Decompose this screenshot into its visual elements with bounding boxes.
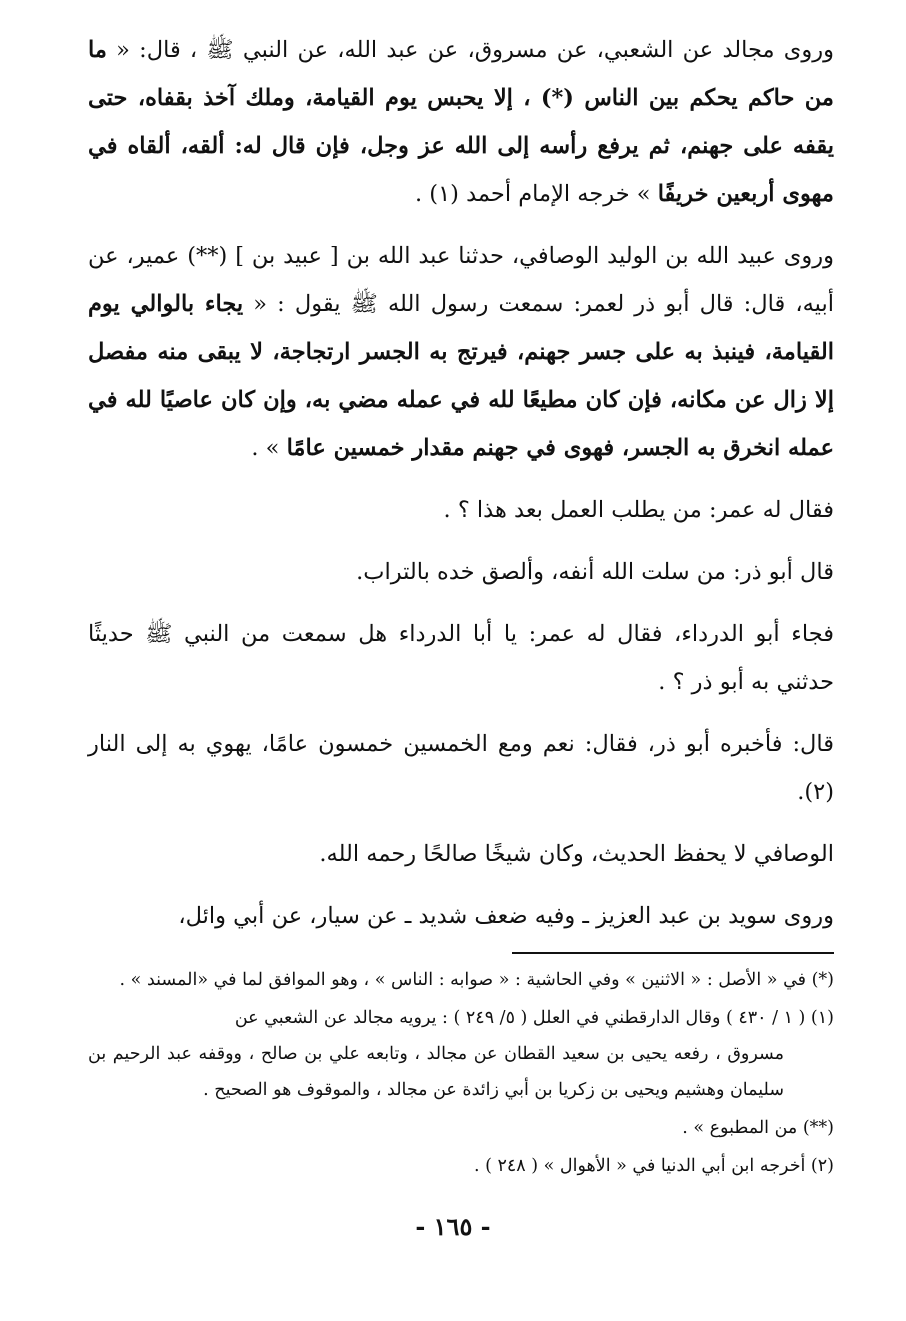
paragraph-wassafi-grading: الوصافي لا يحفظ الحديث، وكان شيخًا صالحًا رحمه الله. — [319, 841, 834, 867]
paragraph-intro: وروى عبيد الله بن الوليد الوصافي، حدثنا عبد الله بن [ عبيد بن ] (**) عمير، عن أبيه، قال: قال أبو ذر لعمر: سمعت رسول الله ﷺ يقول : « — [88, 243, 834, 317]
page-number: - ١٦٥ - — [415, 1212, 491, 1241]
paragraph-mujalid — [88, 26, 834, 218]
paragraph-outro: » . — [251, 435, 280, 461]
footnote-1-head: (١) ( ١ / ٤٣٠ ) وقال الدارقطني في العلل ( ٥/ ٢٤٩ ) : يرويه مجالد عن الشعبي عن — [234, 1008, 834, 1028]
footnote-2: (٢) أخرجه ابن أبي الدنيا في « الأهوال » ( ٢٤٨ ) . — [473, 1156, 834, 1176]
paragraph-wassafi — [88, 232, 834, 472]
paragraph-umar-question: فقال له عمر: من يطلب العمل بعد هذا ؟ . — [443, 497, 834, 523]
footnote-divider — [512, 952, 834, 954]
hadith-text: ما من حاكم يحكم بين الناس (*) ، إلا يحبس يوم القيامة، وملك آخذ بقفاه، حتى يقفه على جهنم، ثم يرفع رأسه إلى الله عز وجل، فإن قال له: ألقه، ألقاه في مهوى أربعين خريفًا — [88, 37, 834, 207]
hadith-text: يجاء بالوالي يوم القيامة، فينبذ به على جسر جهنم، فيرتج به الجسر ارتجاجة، لا يبقى منه مفصل إلا زال عن مكانه، فإن كان مطيعًا لله في عمله مضي به، وإن كان عاصيًا لله في عمله انخرق به الجسر، فهوى في جهنم مقدار خمسين عامًا — [88, 291, 834, 461]
paragraph-abu-dharr-reply: قال أبو ذر: من سلت الله أنفه، وألصق خده بالتراب. — [356, 559, 834, 585]
footnote-star: (*) في « الأصل : « الاثنين » وفي الحاشية : « صوابه : الناس » ، وهو الموافق لما في «المسند » . — [119, 970, 834, 990]
footnote-1 — [88, 1000, 834, 1108]
paragraph-abu-darda: فجاء أبو الدرداء، فقال له عمر: يا أبا الدرداء هل سمعت من النبي ﷺ حديثًا حدثني به أبو ذر ؟ . — [88, 621, 834, 695]
paragraph-outro: » خرجه الإمام أحمد (١) . — [414, 181, 651, 207]
paragraph-confirmation: قال: فأخبره أبو ذر، فقال: نعم ومع الخمسين خمسون عامًا، يهوي به إلى النار (٢). — [88, 731, 834, 805]
paragraph-intro: وروى مجالد عن الشعبي، عن مسروق، عن عبد الله، عن النبي ﷺ ، قال: « — [116, 37, 834, 63]
footnote-double-star: (**) من المطبوع » . — [682, 1118, 834, 1138]
footnote-1-continuation: مسروق ، رفعه يحيى بن سعيد القطان عن مجالد ، وتابعه علي بن صالح ، ووقفه عبد الرحيم بن سليمان وهشيم ويحيى بن زكريا بن أبي زائدة عن مجالد ، والموقوف هو الصحيح . — [88, 1044, 784, 1100]
paragraph-suwaid: وروى سويد بن عبد العزيز ـ وفيه ضعف شديد ـ عن سيار، عن أبي وائل، — [178, 903, 834, 929]
